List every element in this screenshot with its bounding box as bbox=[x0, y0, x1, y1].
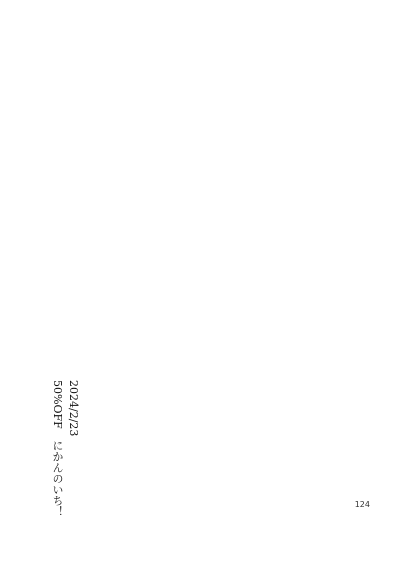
afterword-text bbox=[40, 40, 360, 517]
page-number: 124 bbox=[354, 500, 370, 509]
date: 2024/2/23 bbox=[67, 380, 80, 437]
signature: 50%OFF にかんのいち！ bbox=[51, 380, 64, 517]
